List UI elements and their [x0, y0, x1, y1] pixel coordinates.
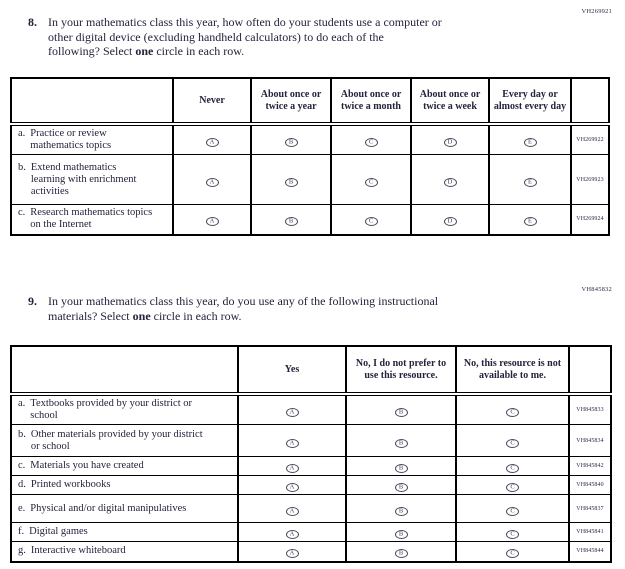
answer-bubble-c-week[interactable]: D — [444, 217, 457, 226]
q9-row-b-label-cell: b. Other materials provided by your district or school — [11, 425, 238, 457]
q8-row-a-code: VH269922 — [571, 124, 609, 155]
q9-row-b — [11, 425, 611, 457]
answer-bubble-b-no-prefer[interactable]: B — [395, 439, 408, 448]
q9-row-f-code: VH845841 — [569, 523, 611, 542]
answer-bubble-a-no-available[interactable]: C — [506, 408, 519, 417]
q9-row-e-label-cell: e. Physical and/or digital manipulatives — [11, 495, 238, 523]
q9-row-g-label-cell: g. Interactive whiteboard — [11, 542, 238, 562]
q8-row-c-code: VH269924 — [571, 205, 609, 235]
q9-row-f-label-cell: f. Digital games — [11, 523, 238, 542]
answer-bubble-g-no-prefer[interactable]: B — [395, 549, 408, 558]
q9-row-g-code: VH845844 — [569, 542, 611, 562]
answer-bubble-b-year[interactable]: B — [285, 178, 298, 187]
question-8-line-1: In your mathematics class this year, how often do your students use a computer or — [48, 15, 442, 29]
answer-bubble-b-week[interactable]: D — [444, 178, 457, 187]
q9-row-c-label-cell: c. Materials you have created — [11, 457, 238, 476]
q8-row-a — [11, 124, 609, 155]
q9-row-c-code: VH845842 — [569, 457, 611, 476]
q9-row-g — [11, 542, 611, 562]
q9-row-b-code: VH845834 — [569, 425, 611, 457]
answer-bubble-f-no-available[interactable]: C — [506, 530, 519, 539]
answer-bubble-c-no-available[interactable]: C — [506, 464, 519, 473]
q9-row-a-code: VH845833 — [569, 394, 611, 425]
q9-row-a-label-cell: a. Textbooks provided by your district or school — [11, 394, 238, 425]
q9-header-code-column — [569, 346, 611, 394]
answer-bubble-d-no-prefer[interactable]: B — [395, 483, 408, 492]
q8-header-every-day: Every day or almost every day — [489, 78, 571, 124]
answer-bubble-g-no-available[interactable]: C — [506, 549, 519, 558]
q8-row-b-code: VH269923 — [571, 155, 609, 205]
question-9-number: 9. — [28, 294, 37, 308]
q8-header-once-twice-year: About once or twice a year — [251, 78, 331, 124]
q9-row-d-code: VH845840 — [569, 476, 611, 495]
q8-table-header-row — [11, 78, 609, 124]
q8-row-a-label-cell: a. Practice or review mathematics topics — [11, 124, 173, 155]
answer-bubble-b-everyday[interactable]: E — [524, 178, 537, 187]
q8-frequency-table — [10, 77, 610, 236]
answer-bubble-c-never[interactable]: A — [206, 217, 219, 226]
question-9-line-1: In your mathematics class this year, do you use any of the following instructional — [48, 294, 439, 308]
q9-row-e — [11, 495, 611, 523]
q9-header-no-available: No, this resource is not available to me. — [456, 346, 569, 394]
q9-row-c — [11, 457, 611, 476]
q8-header-never: Never — [173, 78, 251, 124]
question-9 — [28, 294, 573, 323]
answer-bubble-c-everyday[interactable]: E — [524, 217, 537, 226]
answer-bubble-b-no-available[interactable]: C — [506, 439, 519, 448]
q9-row-f — [11, 523, 611, 542]
q8-row-c — [11, 205, 609, 235]
question-8-line-3: following? Select one circle in each row. — [48, 44, 245, 58]
q8-corner-cell — [11, 78, 173, 124]
q9-row-d — [11, 476, 611, 495]
question-8-number: 8. — [28, 15, 37, 29]
answer-bubble-b-month[interactable]: C — [365, 178, 378, 187]
q9-row-e-code: VH845837 — [569, 495, 611, 523]
answer-bubble-a-year[interactable]: B — [285, 138, 298, 147]
q8-header-once-twice-week: About once or twice a week — [411, 78, 489, 124]
answer-bubble-e-no-prefer[interactable]: B — [395, 507, 408, 516]
question-8-line-2: other digital device (excluding handheld calculators) to do each of the — [48, 29, 384, 44]
question-8-text — [48, 15, 442, 59]
q9-table-header-row — [11, 346, 611, 394]
q8-row-c-label-cell: c. Research mathematics topics on the Internet — [11, 205, 173, 235]
question-8-accession-code: VH269921 — [581, 8, 612, 15]
q8-row-b — [11, 155, 609, 205]
q8-header-once-twice-month: About once or twice a month — [331, 78, 411, 124]
answer-bubble-e-no-available[interactable]: C — [506, 507, 519, 516]
question-9-accession-code: VH845832 — [581, 286, 612, 293]
q9-row-d-label-cell: d. Printed workbooks — [11, 476, 238, 495]
answer-bubble-d-yes[interactable]: A — [286, 483, 299, 492]
answer-bubble-d-no-available[interactable]: C — [506, 483, 519, 492]
answer-bubble-a-no-prefer[interactable]: B — [395, 408, 408, 417]
question-8 — [28, 15, 573, 59]
answer-bubble-f-yes[interactable]: A — [286, 530, 299, 539]
answer-bubble-c-month[interactable]: C — [365, 217, 378, 226]
answer-bubble-a-yes[interactable]: A — [286, 408, 299, 417]
answer-bubble-b-yes[interactable]: A — [286, 439, 299, 448]
answer-bubble-c-year[interactable]: B — [285, 217, 298, 226]
answer-bubble-c-no-prefer[interactable]: B — [395, 464, 408, 473]
answer-bubble-a-never[interactable]: A — [206, 138, 219, 147]
answer-bubble-a-week[interactable]: D — [444, 138, 457, 147]
q9-header-yes: Yes — [238, 346, 346, 394]
q9-corner-cell — [11, 346, 238, 394]
answer-bubble-f-no-prefer[interactable]: B — [395, 530, 408, 539]
answer-bubble-a-everyday[interactable]: E — [524, 138, 537, 147]
q8-row-b-label-cell: b. Extend mathematics learning with enrichment activities — [11, 155, 173, 205]
answer-bubble-e-yes[interactable]: A — [286, 507, 299, 516]
answer-bubble-c-yes[interactable]: A — [286, 464, 299, 473]
question-9-text — [48, 294, 438, 323]
answer-bubble-b-never[interactable]: A — [206, 178, 219, 187]
q9-row-a — [11, 394, 611, 425]
question-9-line-2: materials? Select one circle in each row. — [48, 308, 242, 323]
q9-header-no-prefer: No, I do not prefer to use this resource. — [346, 346, 456, 394]
q9-materials-table — [10, 345, 612, 563]
answer-bubble-g-yes[interactable]: A — [286, 549, 299, 558]
q8-header-code-column — [571, 78, 609, 124]
answer-bubble-a-month[interactable]: C — [365, 138, 378, 147]
